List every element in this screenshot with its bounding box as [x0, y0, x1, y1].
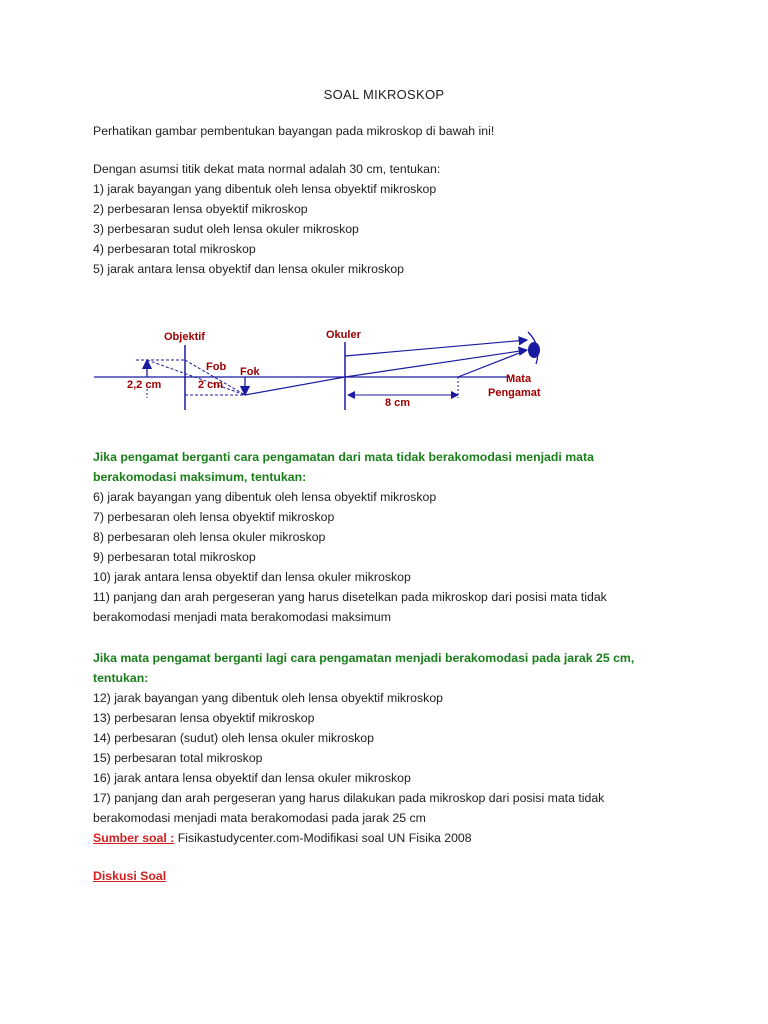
label-pengamat: Pengamat	[488, 387, 541, 399]
discussion-block	[93, 866, 693, 886]
question-item: 8) perbesaran oleh lensa okuler mikroskop	[93, 530, 326, 544]
label-dist1: 2,2 cm	[127, 379, 162, 391]
question-item: 6) jarak bayangan yang dibentuk oleh lensa obyektif mikroskop	[93, 490, 437, 504]
label-dist3: 8 cm	[385, 397, 411, 409]
part3-block	[93, 648, 693, 848]
question-item: 11) panjang dan arah pergeseran yang harus disetelkan pada mikroskop dari posisi mata tidak	[93, 590, 607, 604]
source-text: Fisikastudycenter.com-Modifikasi soal UN Fisika 2008	[174, 831, 472, 845]
question-item-cont: berakomodasi menjadi mata berakomodasi maksimum	[93, 610, 391, 624]
question-item: 3) perbesaran sudut oleh lensa okuler mikroskop	[93, 222, 359, 236]
part2-block	[93, 447, 693, 627]
source-line	[93, 828, 693, 848]
label-okuler: Okuler	[326, 329, 361, 341]
question-item: 13) perbesaran lensa obyektif mikroskop	[93, 711, 315, 725]
question-item-cont: berakomodasi menjadi mata berakomodasi pada jarak 25 cm	[93, 811, 426, 825]
eye-icon	[528, 342, 540, 358]
intro-text: Perhatikan gambar pembentukan bayangan pada mikroskop di bawah ini!	[93, 124, 495, 138]
label-mata: Mata	[506, 373, 532, 385]
question-item: 5) jarak antara lensa obyektif dan lensa okuler mikroskop	[93, 262, 405, 276]
question-item: 4) perbesaran total mikroskop	[93, 242, 256, 256]
question-item: 17) panjang dan arah pergeseran yang harus dilakukan pada mikroskop dari posisi mata tidak	[93, 791, 605, 805]
intro-block	[93, 121, 693, 141]
part3-heading: Jika mata pengamat berganti lagi cara pengamatan menjadi berakomodasi pada jarak 25 cm,	[93, 651, 635, 665]
question-item: 16) jarak antara lensa obyektif dan lensa okuler mikroskop	[93, 771, 411, 785]
discussion-link[interactable]: Diskusi Soal	[93, 869, 167, 883]
ray	[245, 377, 345, 395]
part3-heading-cont: tentukan:	[93, 671, 149, 685]
question-item: 10) jarak antara lensa obyektif dan lensa okuler mikroskop	[93, 570, 411, 584]
source-label: Sumber soal :	[93, 831, 175, 845]
question-item: 2) perbesaran lensa obyektif mikroskop	[93, 202, 308, 216]
question-item: 7) perbesaran oleh lensa obyektif mikroskop	[93, 510, 335, 524]
assumption-text: Dengan asumsi titik dekat mata normal adalah 30 cm, tentukan:	[93, 162, 441, 176]
part2-heading: Jika pengamat berganti cara pengamatan dari mata tidak berakomodasi menjadi mata	[93, 450, 594, 464]
question-item: 14) perbesaran (sudut) oleh lensa okuler mikroskop	[93, 731, 374, 745]
microscope-diagram	[90, 320, 570, 420]
question-item: 15) perbesaran total mikroskop	[93, 751, 263, 765]
question-item: 1) jarak bayangan yang dibentuk oleh lensa obyektif mikroskop	[93, 182, 437, 196]
part1-block	[93, 159, 693, 279]
question-item: 9) perbesaran total mikroskop	[93, 550, 256, 564]
page-title: SOAL MIKROSKOP	[323, 87, 445, 102]
part2-heading-cont: berakomodasi maksimum, tentukan:	[93, 470, 307, 484]
label-fok: Fok	[240, 366, 260, 378]
label-dist2: 2 cm	[198, 379, 224, 391]
label-objektif: Objektif	[164, 331, 205, 343]
question-item: 12) jarak bayangan yang dibentuk oleh lensa obyektif mikroskop	[93, 691, 443, 705]
label-fob: Fob	[206, 361, 227, 373]
